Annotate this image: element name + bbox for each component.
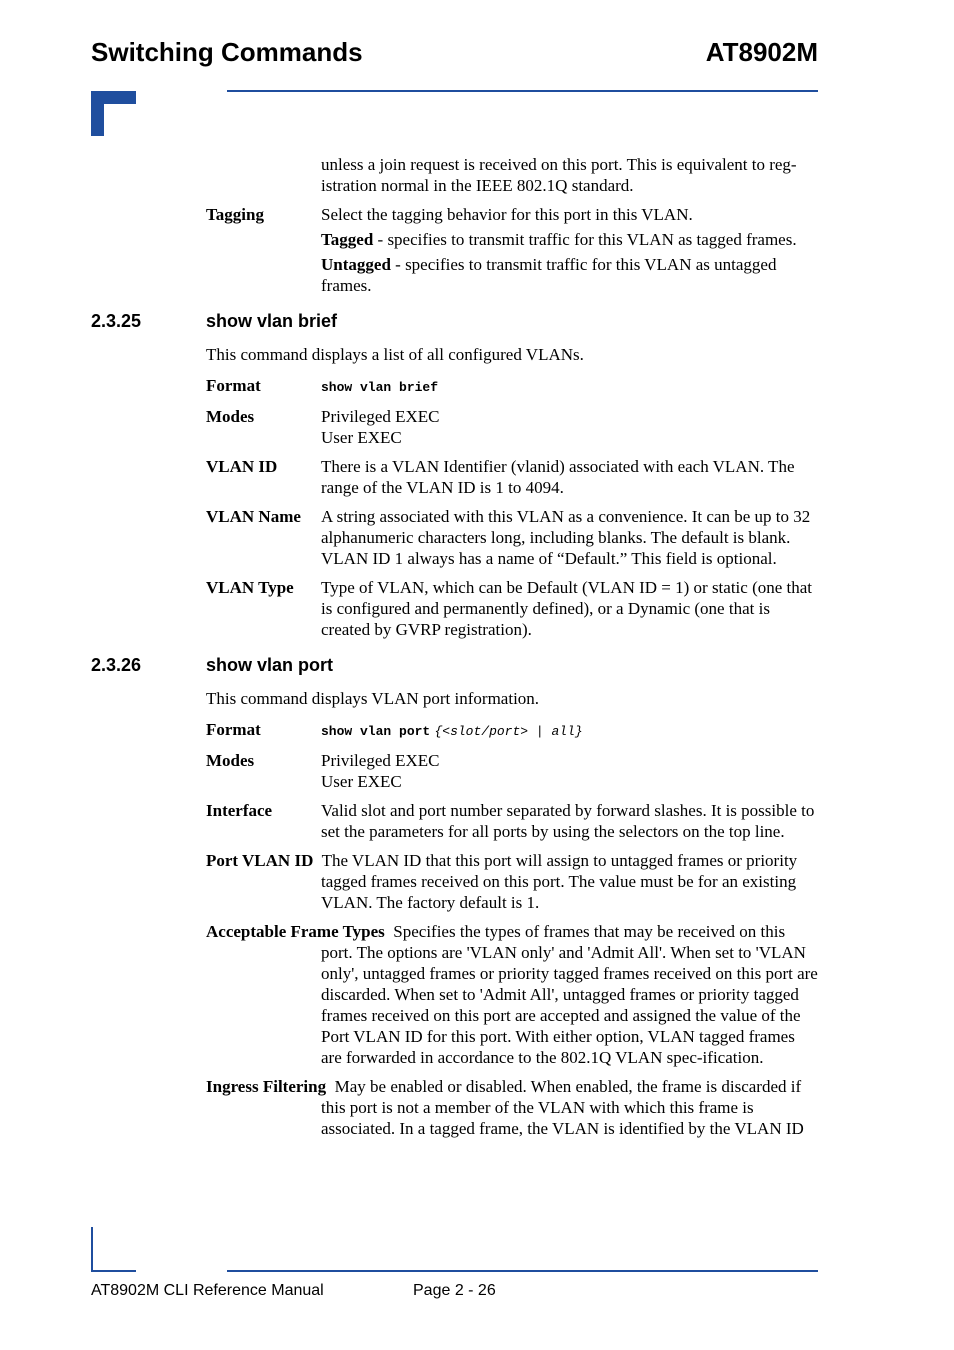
format-row <box>206 375 818 398</box>
continuation-text: unless a join request is received on this port. This is equivalent to reg-istration normal in the IEEE 802.1Q standard. <box>321 155 797 195</box>
port-vlan-id-row <box>206 850 818 913</box>
header-title: Switching Commands <box>91 37 363 67</box>
section-title: show vlan brief <box>206 311 338 331</box>
format-command: show vlan brief <box>321 380 439 395</box>
footer-manual-title: AT8902M CLI Reference Manual <box>91 1282 324 1299</box>
footer-page-number: Page 2 - 26 <box>413 1282 496 1299</box>
format-term: Format <box>206 720 261 739</box>
interface-definition: Valid slot and port number separated by forward slashes. It is possible to set the parameters for all ports by using the selectors on the top line. <box>321 801 815 841</box>
format-term: Format <box>206 376 261 395</box>
port-vlan-id-term: Port VLAN ID <box>206 851 314 870</box>
section-number: 2.3.25 <box>91 311 142 331</box>
page-body <box>91 154 818 1147</box>
modes-row <box>206 750 818 792</box>
untagged-option <box>321 254 818 296</box>
section-intro: This command displays a list of all configured VLANs. <box>206 345 584 364</box>
vlan-name-definition: A string associated with this VLAN as a convenience. It can be up to 32 alphanumeric characters long, including blanks. The default is blank. VLAN ID 1 always has a name of “Default.” This field is optional. <box>321 507 811 568</box>
vlan-id-term: VLAN ID <box>206 457 278 476</box>
vlan-name-row <box>206 506 818 569</box>
ingress-filtering-definition: May be enabled or disabled. When enabled, the frame is discarded if this port is not a member of the VLAN with which this frame is associated. In a tagged frame, the VLAN is identified by the VLAN ID <box>321 1077 804 1138</box>
section-heading-2-3-25 <box>91 310 818 332</box>
section-number: 2.3.26 <box>91 655 142 675</box>
footer-corner-vertical <box>91 1227 93 1272</box>
vlan-type-row <box>206 577 818 640</box>
vlan-name-term: VLAN Name <box>206 507 301 526</box>
untagged-term: Untagged <box>321 255 391 274</box>
tagged-definition: - specifies to transmit traffic for this VLAN as tagged frames. <box>373 230 797 249</box>
tagging-term: Tagging <box>206 205 264 224</box>
ingress-filtering-term: Ingress Filtering <box>206 1077 327 1096</box>
section-title: show vlan port <box>206 655 334 675</box>
header-product: AT8902M <box>705 37 818 67</box>
section-heading-2-3-26 <box>91 654 818 676</box>
port-vlan-id-definition: The VLAN ID that this port will assign to untagged frames or priority tagged frames received on this port. The value must be for an existing VLAN. The factory default is 1. <box>321 851 798 912</box>
acceptable-frame-types-definition: Specifies the types of frames that may be received on this port. The options are 'VLAN only' and 'Admit All'. When set to 'VLAN only', untagged frames or priority tagged frames received on this port are discarded. When set to 'Admit All', untagged frames or priority tagged frames received on this port are accepted and assigned the value of the Port VLAN ID for this port. With either option, VLAN tagged frames are forwarded in accordance to the 802.1Q VLAN spec-ification. <box>321 922 818 1067</box>
modes-row <box>206 406 818 448</box>
vlan-type-term: VLAN Type <box>206 578 294 597</box>
format-row <box>206 719 818 742</box>
format-command: show vlan port <box>321 724 431 739</box>
vlan-type-definition: Type of VLAN, which can be Default (VLAN ID = 1) or static (one that is configured and permanently defined), or a Dynamic (one that is created by GVRP registration). <box>321 578 813 639</box>
acceptable-frame-types-term: Acceptable Frame Types <box>206 922 385 941</box>
header-rule <box>227 90 818 92</box>
tagged-option <box>321 229 818 250</box>
mode-item: Privileged EXEC <box>321 407 440 426</box>
corner-mark-horizontal <box>91 91 136 104</box>
continuation-row <box>206 154 818 196</box>
format-arguments: {<slot/port> | all} <box>434 724 583 739</box>
vlan-id-row <box>206 456 818 498</box>
vlan-id-definition: There is a VLAN Identifier (vlanid) associated with each VLAN. The range of the VLAN ID is 1 to 4094. <box>321 457 795 497</box>
tagging-row <box>206 204 818 296</box>
mode-item: Privileged EXEC <box>321 751 440 770</box>
tagged-term: Tagged <box>321 230 374 249</box>
mode-item: User EXEC <box>321 428 402 447</box>
ingress-filtering-row <box>206 1076 818 1139</box>
interface-term: Interface <box>206 801 273 820</box>
interface-row <box>206 800 818 842</box>
acceptable-frame-types-row <box>206 921 818 1068</box>
modes-term: Modes <box>206 407 255 426</box>
tagging-definition: Select the tagging behavior for this port in this VLAN. <box>321 205 693 224</box>
untagged-definition: - specifies to transmit traffic for this VLAN as untagged frames. <box>321 255 777 295</box>
modes-term: Modes <box>206 751 255 770</box>
mode-item: User EXEC <box>321 772 402 791</box>
footer-corner-horizontal <box>91 1270 136 1272</box>
footer-rule <box>227 1270 818 1272</box>
section-intro: This command displays VLAN port information. <box>206 689 540 708</box>
